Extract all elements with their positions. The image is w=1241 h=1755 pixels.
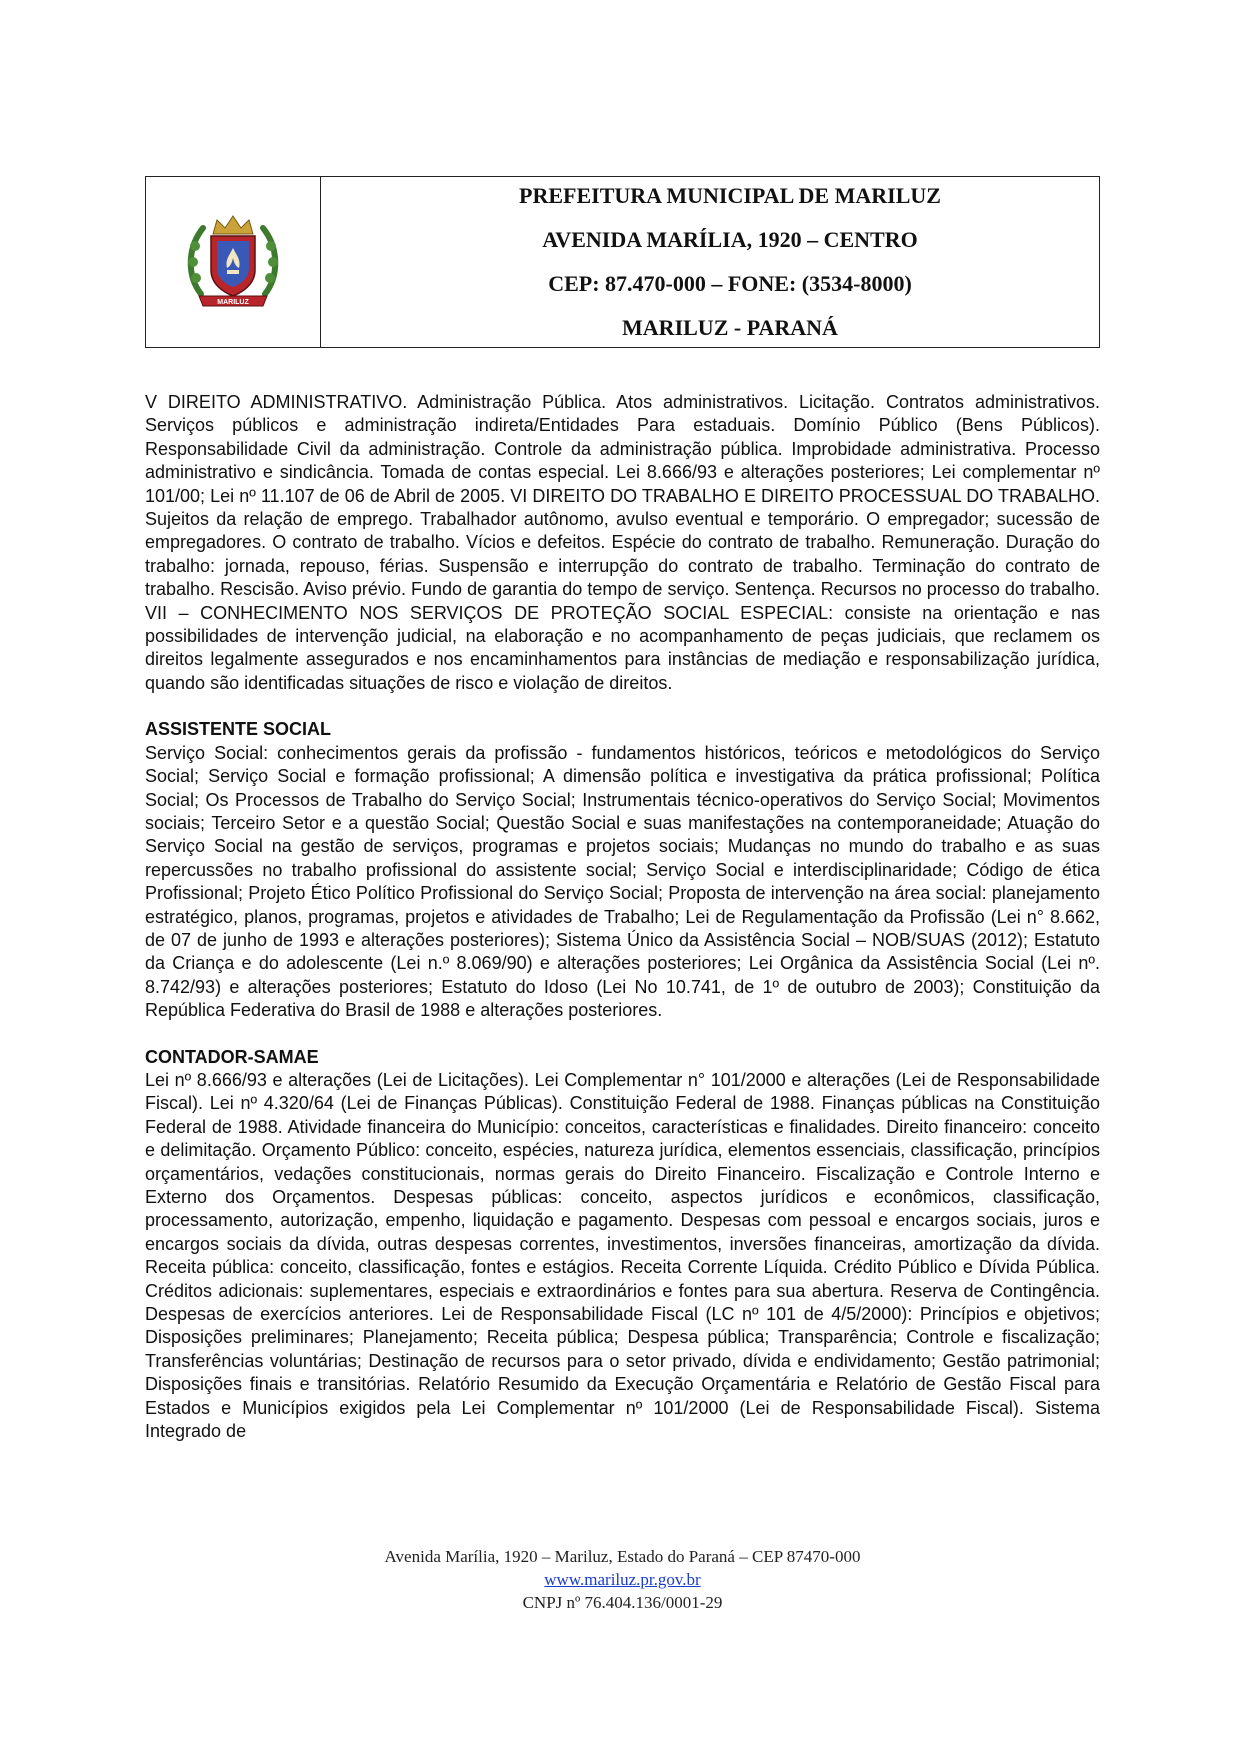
logo-cell: [146, 177, 321, 347]
section-text-contador-samae: Lei nº 8.666/93 e alterações (Lei de Licitações). Lei Complementar n° 101/2000 e alterações (Lei de Responsabilidade Fiscal). Lei nº 4.320/64 (Lei de Finanças Públicas). Constituição Federal de 1988. Finanças públicas na Constituição Federal de 1988. Atividade financeira do Município: conceitos, características e finalidades. Direito financeiro: conceito e delimitação. Orçamento Público: conceito, espécies, natureza jurídica, elementos essenciais, classificação, princípios orçamentários, vedações constitucionais, normas gerais do Direito Financeiro. Fiscalização e Controle Interno e Externo dos Orçamentos. Despesas públicas: conceito, aspectos jurídicos e econômicos, classificação, processamento, autorização, empenho, liquidação e pagamento. Despesas com pessoal e encargos sociais, juros e encargos sociais da dívida, outras despesas correntes, investimentos, inversões financeiras, amortização da dívida. Receita pública: conceito, classificação, fontes e estágios. Receita Corrente Líquida. Crédito Público e Dívida Pública. Créditos adicionais: suplementares, especiais e extraordinários e fontes para sua abertura. Reserva de Contingência. Despesas de exercícios anteriores. Lei de Responsabilidade Fiscal (LC nº 101 de 4/5/2000): Princípios e objetivos; Disposições preliminares; Planejamento; Receita pública; Despesa pública; Transparência; Controle e fiscalização; Transferências voluntárias; Destinação de recursos para o setor privado, dívida e endividamento; Gestão patrimonial; Disposições finais e transitórias. Relatório Resumido da Execução Orçamentária e Relatório de Gestão Fiscal para Estados e Municípios exigidos pela Lei Complementar nº 101/2000 (Lei de Responsabilidade Fiscal). Sistema Integrado de: [145, 1069, 1100, 1442]
footer-website-link[interactable]: www.mariluz.pr.gov.br: [544, 1570, 701, 1589]
footer-cnpj: CNPJ nº 76.404.136/0001-29: [522, 1593, 723, 1612]
coat-of-arms-icon: [181, 212, 285, 312]
section-title-contador-samae: CONTADOR-SAMAE: [145, 1046, 319, 1067]
section-text-assistente-social: Serviço Social: conhecimentos gerais da profissão - fundamentos históricos, teóricos e metodológicos do Serviço Social; Serviço Social e formação profissional; A dimensão política e investigativa da prática profissional; Política Social; Os Processos de Trabalho do Serviço Social; Instrumentais técnico-operativos do Serviço Social; Movimentos sociais; Terceiro Setor e a questão Social; Questão Social e suas manifestações na contemporaneidade; Atuação do Serviço Social na gestão de serviços, programas e projetos sociais; Mudanças no mundo do trabalho e as suas repercussões no trabalho profissional do assistente social; Serviço Social e interdisciplinaridade; Código de ética Profissional; Projeto Ético Político Profissional do Serviço Social; Proposta de intervenção na área social: planejamento estratégico, planos, programas, projetos e atividades de Trabalho; Lei de Regulamentação da Profissão (Lei n° 8.662, de 07 de junho de 1993 e alterações posteriores); Sistema Único da Assistência Social – NOB/SUAS (2012); Estatuto da Criança e do adolescente (Lei n.º 8.069/90) e alterações posteriores; Lei Orgânica da Assistência Social (Lei nº. 8.742/93) e alterações posteriores; Estatuto do Idoso (Lei No 10.741, de 1º de outubro de 2003); Constituição da República Federativa do Brasil de 1988 e alterações posteriores.: [145, 742, 1100, 1021]
letterhead: [145, 176, 1100, 348]
intro-paragraph: V DIREITO ADMINISTRATIVO. Administração Pública. Atos administrativos. Licitação. Contratos administrativos. Serviços públicos e administração indireta/Entidades Para estaduais. Domínio Público (Bens Públicos). Responsabilidade Civil da administração. Controle da administração pública. Improbidade administrativa. Processo administrativo e sindicância. Tomada de contas especial. Lei 8.666/93 e alterações posteriores; Lei complementar nº 101/00; Lei nº 11.107 de 06 de Abril de 2005. VI DIREITO DO TRABALHO E DIREITO PROCESSUAL DO TRABALHO. Sujeitos da relação de emprego. Trabalhador autônomo, avulso eventual e temporário. O empregador; sucessão de empregadores. O contrato de trabalho. Vícios e defeitos. Espécie do contrato de trabalho. Remuneração. Duração do trabalho: jornada, repouso, férias. Suspensão e interrupção do contrato de trabalho. Terminação do contrato de trabalho. Rescisão. Aviso prévio. Fundo de garantia do tempo de serviço. Sentença. Recursos no processo do trabalho. VII – CONHECIMENTO NOS SERVIÇOS DE PROTEÇÃO SOCIAL ESPECIAL: consiste na orientação e nas possibilidades de intervenção judicial, na elaboração e no acompanhamento de peças judiciais, que reclamem os direitos legalmente assegurados e nos encaminhamentos para instâncias de mediação e responsabilização jurídica, quando são identificadas situações de risco e violação de direitos.: [145, 392, 1100, 693]
header-line-3: CEP: 87.470-000 – FONE: (3534-8000): [548, 271, 912, 296]
header-line-4: MARILUZ - PARANÁ: [622, 315, 838, 340]
page-footer: [145, 1545, 1100, 1614]
section-title-assistente-social: ASSISTENTE SOCIAL: [145, 719, 332, 740]
header-line-2: AVENIDA MARÍLIA, 1920 – CENTRO: [542, 227, 918, 252]
document-body: [145, 391, 1100, 1443]
header-line-1: PREFEITURA MUNICIPAL DE MARILUZ: [519, 183, 941, 208]
letterhead-text: [321, 177, 1099, 347]
footer-address: Avenida Marília, 1920 – Mariluz, Estado do Paraná – CEP 87470-000: [384, 1547, 861, 1566]
logo-banner-text: MARILUZ: [217, 299, 249, 306]
